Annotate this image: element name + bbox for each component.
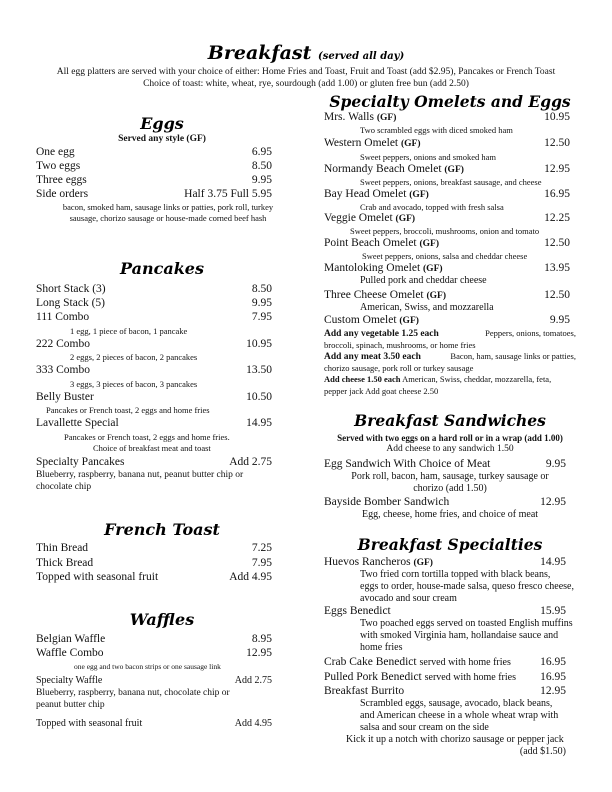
omelet-item-desc: Pulled pork and cheddar cheese [360, 275, 487, 286]
eggs-item-price: Half 3.75 Full 5.95 [184, 188, 272, 200]
sandwiches-heading: Breakfast Sandwiches [354, 411, 546, 430]
pancake-item-name: Short Stack (3) [36, 283, 106, 295]
pancake-item-name: Long Stack (5) [36, 297, 105, 309]
omelet-item-price: 13.95 [544, 262, 570, 274]
omelet-item-price: 12.95 [544, 163, 570, 175]
sandwich-item-desc: chorizo (add 1.50) [413, 483, 487, 494]
page-title [0, 42, 612, 64]
omelet-item-price: 9.95 [549, 314, 570, 326]
omelet-item-desc: Sweet peppers, onions, salsa and cheddar cheese [362, 251, 528, 261]
add-vegetable-label: Add any vegetable 1.25 each [324, 329, 439, 339]
waffle-item-price: 12.95 [246, 647, 272, 659]
specialties-heading: Breakfast Specialties [357, 535, 543, 554]
pancake-item-price: 8.50 [251, 283, 272, 295]
omelet-item-price: 12.25 [544, 212, 570, 224]
omelet-item-label: Bay Head Omelet [324, 188, 407, 200]
pancake-item-name: Specialty Pancakes [36, 456, 125, 468]
pancake-item-desc: 3 eggs, 3 pieces of bacon, 3 pancakes [70, 379, 198, 389]
waffle-item-name: Waffle Combo [36, 647, 104, 659]
french-toast-item-price: 7.95 [251, 557, 272, 569]
omelet-item-desc: Sweet peppers, onions, breakfast sausage, and cheese [360, 177, 542, 187]
pancake-item-price: 10.95 [246, 338, 272, 350]
pancake-item-price: 13.50 [246, 364, 272, 376]
waffle-item-desc: peanut butter chip [36, 700, 105, 710]
specialty-item-inline: served with home fries [419, 657, 511, 668]
specialty-item-desc: eggs to order, house-made salsa, queso fresco cheese, [360, 581, 574, 592]
eggs-item-name: Three eggs [36, 174, 87, 186]
french-toast-item-price: Add 4.95 [229, 571, 272, 583]
eggs-heading: Eggs [140, 114, 184, 133]
eggs-item-name: Two eggs [36, 160, 81, 172]
pancake-item-name: 222 Combo [36, 338, 90, 350]
omelet-item-label: Mantoloking Omelet [324, 262, 421, 274]
specialty-item-name [324, 670, 516, 685]
omelet-item-price: 12.50 [544, 137, 570, 149]
side-orders-desc: bacon, smoked ham, sausage links or patties, pork roll, turkey [62, 202, 274, 212]
add-vegetable-note [324, 328, 576, 340]
specialty-item-label: Huevos Rancheros [324, 556, 411, 568]
intro-line-1: All egg platters are served with your choice of either: Home Fries and Toast, Fruit and Toast (add $2.95), Pancakes or French Toast [56, 67, 556, 77]
pancake-item-price: 7.95 [251, 311, 272, 323]
pancake-item-desc: Pancakes or French toast, 2 eggs and home fries [46, 405, 210, 415]
eggs-item-price: 9.95 [251, 174, 272, 186]
omelet-item-name [324, 261, 443, 276]
omelet-item-name [324, 162, 464, 177]
specialty-item-desc: salsa and sour cream on the side [360, 722, 489, 733]
specialty-item-price: 14.95 [540, 556, 566, 568]
waffle-item-price: Add 2.75 [234, 675, 272, 686]
specialty-item-inline: served with home fries [424, 672, 516, 683]
eggs-item-name: One egg [36, 146, 75, 158]
gf-tag: (GF) [413, 558, 433, 568]
waffle-item-desc: Blueberry, raspberry, banana nut, chocolate chip or [36, 688, 230, 698]
specialty-item-label: Crab Cake Benedict [324, 656, 417, 668]
add-vegetable-desc-2: broccoli, spinach, mushrooms, or home fries [324, 340, 476, 350]
omelet-item-label: Custom Omelet [324, 314, 397, 326]
omelet-item-desc: American, Swiss, and mozzarella [360, 302, 494, 313]
gf-tag: (GF) [426, 291, 447, 301]
title-main: Breakfast [207, 42, 312, 64]
omelet-item-name [324, 313, 419, 328]
eggs-item-name: Side orders [36, 188, 89, 200]
french-toast-item-name: Thin Bread [36, 542, 89, 554]
add-meat-desc: Bacon, ham, sausage links or patties, [450, 351, 576, 361]
specialty-item-desc: with smoked Virginia ham, hollandaise sauce and [360, 630, 559, 641]
french-toast-heading: French Toast [104, 520, 220, 539]
waffle-item-desc: one egg and two bacon strips or one sausage link [74, 662, 221, 671]
gf-tag: (GF) [376, 113, 397, 123]
pancake-item-desc: 1 egg, 1 piece of bacon, 1 pancake [70, 326, 188, 336]
omelet-item-name [324, 288, 446, 303]
omelet-item-label: Veggie Omelet [324, 212, 393, 224]
pancakes-heading: Pancakes [120, 259, 204, 278]
omelet-item-name [324, 136, 421, 151]
side-orders-desc: sausage, chorizo sausage or house-made corned beef hash [69, 213, 267, 223]
french-toast-item-name: Thick Bread [36, 557, 94, 569]
add-meat-desc-2: chorizo sausage, pork roll or turkey sausage [324, 363, 474, 373]
waffle-item-price: 8.95 [251, 633, 272, 645]
specialty-item-desc: Scrambled eggs, sausage, avocado, black beans, [360, 698, 553, 709]
waffle-item-name: Topped with seasonal fruit [36, 718, 143, 729]
omelet-item-name [324, 187, 429, 202]
omelet-item-price: 10.95 [544, 111, 570, 123]
gf-tag: (GF) [409, 190, 429, 200]
omelet-item-desc: Sweet peppers, onions and smoked ham [360, 152, 496, 162]
specialty-item-desc: Two poached eggs served on toasted English muffins [360, 618, 573, 629]
specialty-item-price: 16.95 [540, 671, 566, 683]
omelet-item-desc: Two scrambled eggs with diced smoked ham [360, 125, 513, 135]
specialty-item-name: Eggs Benedict [324, 605, 391, 617]
waffle-item-name: Specialty Waffle [36, 675, 103, 686]
specialty-item-price: 12.95 [540, 685, 566, 697]
sandwich-item-name: Egg Sandwich With Choice of Meat [324, 458, 491, 470]
pancake-item-desc: chocolate chip [36, 482, 92, 492]
sandwiches-subheading-2: Add cheese to any sandwich 1.50 [386, 444, 514, 454]
pancake-item-price: 14.95 [246, 417, 272, 429]
eggs-item-price: 6.95 [251, 146, 272, 158]
kick-it-up-price: (add $1.50) [519, 746, 566, 757]
add-vegetable-desc: Peppers, onions, tomatoes, [485, 328, 576, 338]
kick-it-up-note: Kick it up a notch with chorizo sausage or pepper jack [346, 734, 564, 745]
omelet-item-label: Western Omelet [324, 137, 399, 149]
omelet-item-label: Three Cheese Omelet [324, 289, 424, 301]
omelet-item-label: Normandy Beach Omelet [324, 163, 442, 175]
omelet-item-price: 12.50 [544, 237, 570, 249]
sandwiches-subheading: Served with two eggs on a hard roll or in a wrap (add 1.00) [337, 433, 563, 443]
waffle-item-price: Add 4.95 [234, 718, 272, 729]
add-cheese-label: Add cheese 1.50 each [324, 374, 401, 384]
pancake-item-price: 10.50 [246, 391, 272, 403]
pancake-item-price: Add 2.75 [229, 456, 272, 468]
add-meat-label: Add any meat 3.50 each [324, 352, 421, 362]
omelets-heading: Specialty Omelets and Eggs [329, 92, 571, 111]
gf-tag: (GF) [444, 165, 464, 175]
french-toast-item-price: 7.25 [251, 542, 272, 554]
sandwich-item-price: 9.95 [545, 458, 566, 470]
sandwich-item-desc: Egg, cheese, home fries, and choice of meat [362, 509, 539, 520]
specialty-item-price: 16.95 [540, 656, 566, 668]
add-cheese-desc-2: pepper jack Add goat cheese 2.50 [324, 386, 439, 396]
omelet-item-name [324, 211, 415, 226]
omelet-item-desc: Sweet peppers, broccoli, mushrooms, onion and tomato [350, 226, 540, 236]
specialty-item-desc: avocado and sour cream [360, 593, 457, 604]
gf-tag: (GF) [395, 214, 416, 224]
specialty-item-name [324, 655, 511, 670]
pancake-item-desc: 2 eggs, 2 pieces of bacon, 2 pancakes [70, 352, 198, 362]
gf-tag: (GF) [399, 316, 419, 326]
sandwich-item-price: 12.95 [540, 496, 566, 508]
omelet-item-desc: Crab and avocado, topped with fresh salsa [360, 202, 504, 212]
specialty-item-desc: home fries [360, 642, 403, 653]
gf-tag: (GF) [401, 139, 421, 149]
waffles-heading: Waffles [129, 610, 195, 629]
pancake-item-name: Lavallette Special [36, 417, 119, 429]
waffle-item-name: Belgian Waffle [36, 633, 106, 645]
pancake-item-name: 333 Combo [36, 364, 90, 376]
specialty-item-name: Breakfast Burrito [324, 685, 405, 697]
specialty-item-name [324, 555, 433, 570]
omelet-item-label: Mrs. Walls [324, 111, 374, 123]
french-toast-item-name: Topped with seasonal fruit [36, 571, 159, 583]
specialty-item-price: 15.95 [540, 605, 566, 617]
gf-tag: (GF) [419, 239, 440, 249]
title-sub: (served all day) [318, 51, 405, 62]
specialty-item-desc: and American cheese in a whole wheat wrap with [360, 710, 559, 721]
gf-tag: (GF) [423, 264, 443, 274]
sandwich-item-name: Bayside Bomber Sandwich [324, 496, 450, 508]
omelet-item-name [324, 110, 396, 125]
sandwich-item-desc: Pork roll, bacon, ham, sausage, turkey sausage or [351, 471, 549, 482]
specialty-item-desc: Two fried corn tortilla topped with black beans, [360, 569, 551, 580]
add-cheese-desc: American, Swiss, cheddar, mozzarella, feta, [402, 374, 552, 384]
omelet-item-price: 12.50 [544, 289, 570, 301]
pancake-item-desc: Choice of breakfast meat and toast [93, 443, 211, 453]
pancake-item-name: 111 Combo [36, 311, 90, 323]
eggs-item-price: 8.50 [251, 160, 272, 172]
pancake-item-desc: Pancakes or French toast, 2 eggs and home fries. [64, 432, 230, 442]
add-meat-note [324, 351, 576, 363]
omelet-item-label: Point Beach Omelet [324, 237, 417, 249]
intro-line-2: Choice of toast: white, wheat, rye, sourdough (add 1.00) or gluten free bun (add 2.50) [143, 79, 469, 89]
eggs-subheading: Served any style (GF) [118, 134, 206, 144]
pancake-item-price: 9.95 [251, 297, 272, 309]
pancake-item-name: Belly Buster [36, 391, 94, 403]
pancake-item-desc: Blueberry, raspberry, banana nut, peanut butter chip or [36, 470, 244, 480]
omelet-item-name [324, 236, 439, 251]
add-cheese-note [324, 374, 576, 385]
specialty-item-label: Pulled Pork Benedict [324, 671, 422, 683]
omelet-item-price: 16.95 [544, 188, 570, 200]
